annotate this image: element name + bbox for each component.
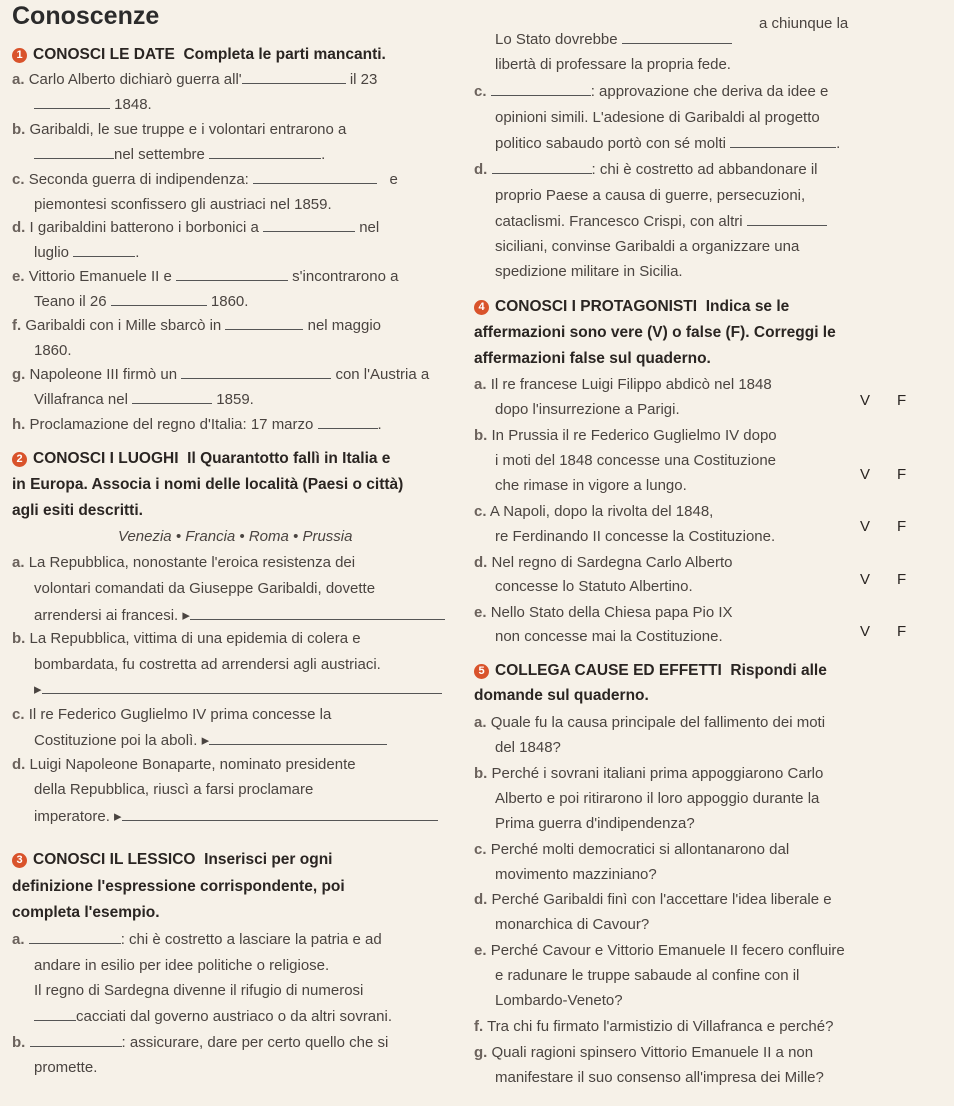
- ex1-a-line2: 1848.: [34, 96, 152, 113]
- blank[interactable]: [34, 146, 114, 159]
- ex2-b-line2: bombardata, fu costretta ad arrendersi agli austriaci.: [34, 656, 381, 673]
- blank[interactable]: [132, 391, 212, 404]
- ex5-b-line1: b. Perché i sovrani italiani prima appoggiarono Carlo: [474, 765, 824, 782]
- ex3-c-line3: politico sabaudo portò con sé molti .: [495, 135, 841, 152]
- answer-blank[interactable]: [190, 607, 445, 620]
- ex4-number: 4: [474, 300, 489, 315]
- ex2-places: Venezia • Francia • Roma • Prussia: [118, 528, 353, 545]
- ex1-e-line2: Teano il 26 1860.: [34, 293, 249, 310]
- ex4-b-line3: che rimase in vigore a lungo.: [495, 477, 687, 494]
- ex3-b-example-line1: Lo Stato dovrebbe: [495, 31, 732, 48]
- ex2-b-line3: ▸: [34, 680, 442, 698]
- ex3-a-line1: a. : chi è costretto a lasciare la patria e ad: [12, 931, 382, 948]
- ex4-e-line2: non concesse mai la Costituzione.: [495, 628, 723, 645]
- ex3-a-line4: cacciati dal governo austriaco o da altri sovrani.: [34, 1008, 392, 1025]
- ex5-number: 5: [474, 664, 489, 679]
- ex5-c-line2: movimento mazziniano?: [495, 866, 657, 883]
- blank[interactable]: [181, 366, 331, 379]
- ex2-instruction-end: agli esiti descritti.: [12, 502, 143, 519]
- blank[interactable]: [34, 96, 110, 109]
- ex4-instruction-end: affermazioni false sul quaderno.: [474, 350, 711, 367]
- ex4-c-line1: c. A Napoli, dopo la rivolta del 1848,: [474, 503, 714, 520]
- ex5-e-line2: e radunare le truppe sabaude al confine con il: [495, 967, 800, 984]
- ex3-a-line2: andare in esilio per idee politiche o religiose.: [34, 957, 330, 974]
- answer-blank[interactable]: [122, 808, 438, 821]
- blank[interactable]: [34, 1008, 76, 1021]
- true-option-e[interactable]: V: [860, 623, 871, 640]
- ex2-a-line1: a. La Repubblica, nonostante l'eroica resistenza dei: [12, 554, 356, 571]
- ex1-f-line1: f. Garibaldi con i Mille sbarcò in nel maggio: [12, 317, 381, 334]
- ex3-c-line2: opinioni simili. L'adesione di Garibaldi al progetto: [495, 109, 820, 126]
- blank[interactable]: [747, 213, 827, 226]
- ex5-e-line3: Lombardo-Veneto?: [495, 992, 623, 1009]
- true-option-a[interactable]: V: [860, 392, 871, 409]
- blank[interactable]: [30, 1034, 122, 1047]
- blank[interactable]: [29, 931, 121, 944]
- false-option-a[interactable]: F: [897, 392, 907, 409]
- ex4-b-line1: b. In Prussia il re Federico Guglielmo IV dopo: [474, 427, 777, 444]
- blank[interactable]: [730, 135, 836, 148]
- ex1-c-line2: piemontesi sconfissero gli austriaci nel 1859.: [34, 196, 332, 213]
- blank[interactable]: [209, 146, 321, 159]
- ex1-instruction: Completa le parti mancanti.: [183, 46, 386, 63]
- ex2-c-line2: Costituzione poi la abolì. ▸: [34, 731, 387, 749]
- ex3-instruction-end: completa l'esempio.: [12, 904, 160, 921]
- ex1-h-line1: h. Proclamazione del regno d'Italia: 17 marzo .: [12, 416, 382, 433]
- ex3-number: 3: [12, 853, 27, 868]
- ex5-d-line2: monarchica di Cavour?: [495, 916, 650, 933]
- ex1-b-line2: nel settembre .: [34, 146, 325, 163]
- ex1-d-line1: d. I garibaldini batterono i borbonici a nel: [12, 219, 380, 236]
- ex2-d-line2: della Repubblica, riuscì a farsi proclamare: [34, 781, 314, 798]
- ex5-instruction: domande sul quaderno.: [474, 687, 649, 704]
- ex5-g-line1: g. Quali ragioni spinsero Vittorio Emanuele II a non: [474, 1044, 814, 1061]
- ex3-d-line3: cataclismi. Francesco Crispi, con altri: [495, 213, 827, 230]
- blank[interactable]: [253, 171, 377, 184]
- ex5-c-line1: c. Perché molti democratici si allontanarono dal: [474, 841, 790, 858]
- ex4-e-line1: e. Nello Stato della Chiesa papa Pio IX: [474, 604, 733, 621]
- ex2-a-line2: volontari comandati da Giuseppe Garibaldi, dovette: [34, 580, 376, 597]
- ex3-d-line5: spedizione militare in Sicilia.: [495, 263, 683, 280]
- ex3-b-example-line2: libertà di professare la propria fede.: [495, 56, 731, 73]
- ex3-a-line3: Il regno di Sardegna divenne il rifugio di numerosi: [34, 982, 364, 999]
- blank[interactable]: [242, 71, 346, 84]
- ex2-b-line1: b. La Repubblica, vittima di una epidemia di colera e: [12, 630, 361, 647]
- blank[interactable]: [176, 268, 288, 281]
- ex5-e-line1: e. Perché Cavour e Vittorio Emanuele II fecero confluire: [474, 942, 845, 959]
- ex1-title: CONOSCI LE DATE: [33, 46, 175, 63]
- ex2-number: 2: [12, 452, 27, 467]
- true-option-c[interactable]: V: [860, 518, 871, 535]
- ex4-d-line2: concesse lo Statuto Albertino.: [495, 578, 693, 595]
- false-option-e[interactable]: F: [897, 623, 907, 640]
- ex1-g-line2: Villafranca nel 1859.: [34, 391, 254, 408]
- blank[interactable]: [225, 317, 303, 330]
- ex5-b-line2: Alberto e poi ritirarono il loro appoggio durante la: [495, 790, 820, 807]
- blank[interactable]: [492, 161, 592, 174]
- ex4-instruction: affermazioni sono vere (V) o false (F). Correggi le: [474, 324, 836, 341]
- blank[interactable]: [318, 416, 378, 429]
- ex5-d-line1: d. Perché Garibaldi finì con l'accettare l'idea liberale e: [474, 891, 832, 908]
- ex3-instruction: definizione l'espressione corrispondente, poi: [12, 878, 345, 895]
- false-option-b[interactable]: F: [897, 466, 907, 483]
- ex4-a-line1: a. Il re francese Luigi Filippo abdicò nel 1848: [474, 376, 772, 393]
- ex1-g-line1: g. Napoleone III firmò un con l'Austria a: [12, 366, 430, 383]
- ex3-d-line2: proprio Paese a causa di guerre, persecuzioni,: [495, 187, 806, 204]
- ex3-c-line1: c. : approvazione che deriva da idee e: [474, 83, 829, 100]
- ex5-a-line1: a. Quale fu la causa principale del fallimento dei moti: [474, 714, 826, 731]
- ex1-b-line1: b. Garibaldi, le sue truppe e i volontari entrarono a: [12, 121, 347, 138]
- ex4-a-line2: dopo l'insurrezione a Parigi.: [495, 401, 680, 418]
- ex1-number: 1: [12, 48, 27, 63]
- ex2-a-line3: arrendersi ai francesi. ▸: [34, 606, 445, 624]
- false-option-c[interactable]: F: [897, 518, 907, 535]
- ex3-d-line1: d. : chi è costretto ad abbandonare il: [474, 161, 818, 178]
- ex1-heading: [12, 46, 386, 64]
- ex1-f-line2: 1860.: [34, 342, 72, 359]
- ex3-b-line1: b. : assicurare, dare per certo quello che si: [12, 1034, 389, 1051]
- ex5-g-line2: manifestare il suo consenso all'impresa dei Mille?: [495, 1069, 824, 1086]
- ex1-e-line1: e. Vittorio Emanuele II e s'incontrarono a: [12, 268, 399, 285]
- ex1-d-line2: luglio .: [34, 244, 140, 261]
- ex1-c-line1: c. Seconda guerra di indipendenza: e: [12, 171, 398, 188]
- blank[interactable]: [73, 244, 135, 257]
- ex2-instruction: in Europa. Associa i nomi delle località (Paesi o città): [12, 476, 404, 493]
- ex4-b-line2: i moti del 1848 concesse una Costituzione: [495, 452, 777, 469]
- true-option-d[interactable]: V: [860, 571, 871, 588]
- ex4-d-line1: d. Nel regno di Sardegna Carlo Alberto: [474, 554, 733, 571]
- ex2-c-line1: c. Il re Federico Guglielmo IV prima concesse la: [12, 706, 332, 723]
- blank[interactable]: [111, 293, 207, 306]
- false-option-d[interactable]: F: [897, 571, 907, 588]
- ex4-c-line2: re Ferdinando II concesse la Costituzione.: [495, 528, 776, 545]
- ex3-b-line2: promette.: [34, 1059, 98, 1076]
- ex3-b-example-line1-end: a chiunque la: [759, 15, 849, 32]
- blank[interactable]: [622, 31, 732, 44]
- ex3-d-line4: siciliani, convinse Garibaldi a organizzare una: [495, 238, 800, 255]
- ex4-heading: 4 CONOSCI I PROTAGONISTI Indica se le: [474, 298, 789, 316]
- ex5-f-line1: f. Tra chi fu firmato l'armistizio di Villafranca e perché?: [474, 1018, 834, 1035]
- ex2-d-line1: d. Luigi Napoleone Bonaparte, nominato presidente: [12, 756, 356, 773]
- ex5-a-line2: del 1848?: [495, 739, 561, 756]
- ex5-heading: 5 COLLEGA CAUSE ED EFFETTI Rispondi alle: [474, 662, 827, 680]
- blank[interactable]: [491, 83, 591, 96]
- ex5-b-line3: Prima guerra d'indipendenza?: [495, 815, 695, 832]
- blank[interactable]: [263, 219, 355, 232]
- ex2-heading: 2 CONOSCI I LUOGHI Il Quarantotto fallì in Italia e: [12, 450, 390, 468]
- ex1-a-line1: a. Carlo Alberto dichiarò guerra all' il 23: [12, 71, 378, 88]
- answer-blank[interactable]: [209, 732, 387, 745]
- true-option-b[interactable]: V: [860, 466, 871, 483]
- ex2-d-line3: imperatore. ▸: [34, 807, 438, 825]
- ex3-heading: 3 CONOSCI IL LESSICO Inserisci per ogni: [12, 851, 332, 869]
- page-title: Conoscenze: [12, 2, 160, 30]
- answer-blank[interactable]: [42, 681, 442, 694]
